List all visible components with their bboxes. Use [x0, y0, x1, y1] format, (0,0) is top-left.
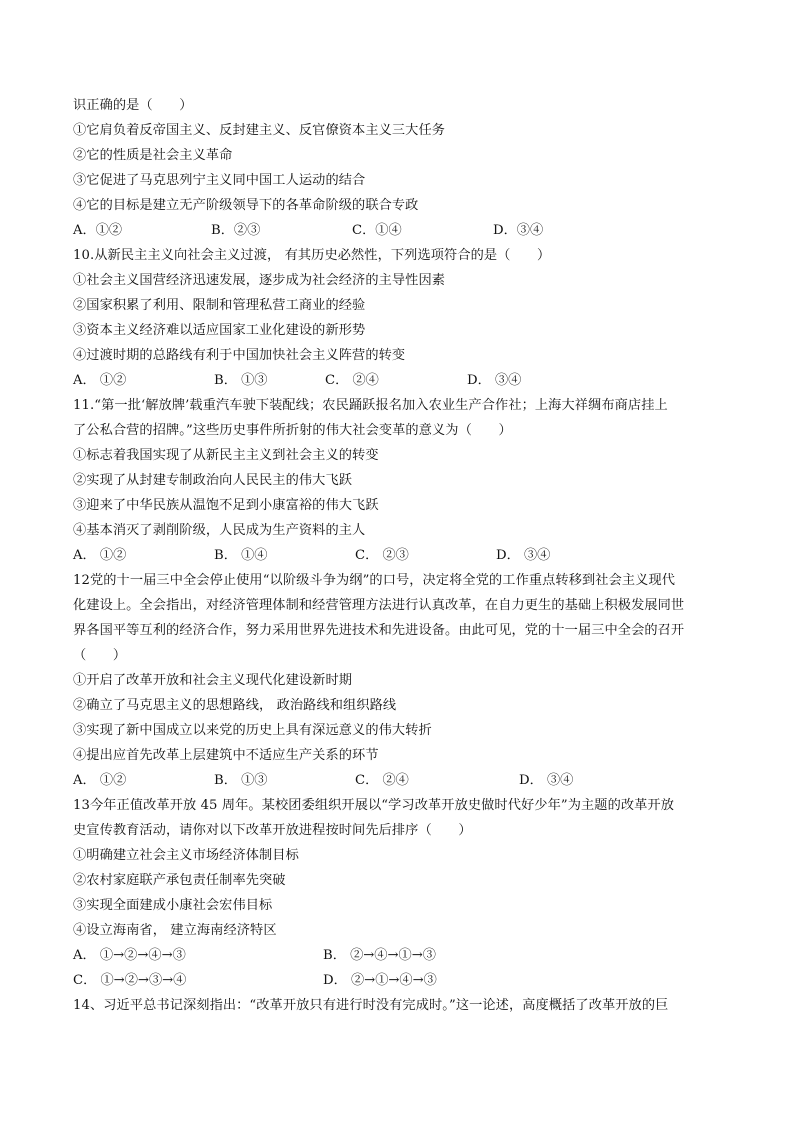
- q9-item-4: ④它的目标是建立无产阶级领导下的各革命阶级的联合专政: [73, 198, 419, 213]
- q9-item-2: ②它的性质是社会主义革命: [73, 148, 233, 163]
- q11-option-b: B． ①④: [214, 548, 268, 563]
- q11-stem-line-2: 了公私合营的招牌。”这些历史事件所折射的伟大社会变革的意义为（ ）: [73, 423, 512, 438]
- q13-option-c: C． ①→②→③→④: [73, 973, 187, 988]
- q11-item-4: ④基本消灭了剥削阶级，人民成为生产资料的主人: [73, 523, 366, 538]
- q10-item-4: ④过渡时期的总路线有利于中国加快社会主义阵营的转变: [73, 348, 406, 363]
- q11-option-a: A． ①②: [73, 548, 127, 563]
- q12-item-2: ②确立了马克思主义的思想路线， 政治路线和组织路线: [73, 698, 397, 713]
- q14-stem: 14、习近平总书记深刻指出：“改革开放只有进行时没有完成时。”这一论述，高度概括了改革开放的巨: [73, 998, 669, 1013]
- q13-item-2: ②农村家庭联产承包责任制率先突破: [73, 873, 286, 888]
- q12-option-b: B． ①③: [214, 773, 268, 788]
- q10-stem: 10.从新民主主义向社会主义过渡， 有其历史必然性，下列选项符合的是（ ）: [73, 248, 551, 263]
- q11-stem-line-1: 11.“第一批‘解放牌’载重汽车驶下装配线；农民踊跃报名加入农业生产合作社；上海大祥绸布商店挂上: [73, 398, 668, 413]
- q11-item-2: ②实现了从封建专制政治向人民民主的伟大飞跃: [73, 473, 353, 488]
- q13-stem-line-2: 史宣传教育活动，请你对以下改革开放进程按时间先后排序（ ）: [73, 823, 472, 838]
- q13-item-4: ④设立海南省， 建立海南经济特区: [73, 923, 277, 938]
- q9-option-b: B．②③: [211, 223, 261, 238]
- q13-option-d: D． ②→①→④→③: [323, 973, 437, 988]
- q10-option-c: C． ②④: [325, 373, 379, 388]
- q11-option-c: C． ②③: [355, 548, 409, 563]
- q12-stem-line-1: 12党的十一届三中全会停止使用“以阶级斗争为纲”的口号，决定将全党的工作重点转移到社会主义现代: [73, 573, 676, 588]
- q10-item-2: ②国家积累了利用、限制和管理私营工商业的经验: [73, 298, 366, 313]
- q9-stem: 识正确的是（ ）: [73, 98, 193, 113]
- q12-stem-line-2: 化建设上。全会指出，对经济管理体制和经营管理方法进行认真改革，在自力更生的基础上积极发展同世: [73, 598, 685, 613]
- q12-item-3: ③实现了新中国成立以来党的历史上具有深远意义的伟大转折: [73, 723, 432, 738]
- q9-item-1: ①它肩负着反帝国主义、反封建主义、反官僚资本主义三大任务: [73, 123, 446, 138]
- q10-option-a: A． ①②: [73, 373, 127, 388]
- q11-item-3: ③迎来了中华民族从温饱不足到小康富裕的伟大飞跃: [73, 498, 379, 513]
- q10-item-1: ①社会主义国营经济迅速发展，逐步成为社会经济的主导性因素: [73, 273, 446, 288]
- q10-option-b: B． ①③: [214, 373, 268, 388]
- q13-item-1: ①明确建立社会主义市场经济体制目标: [73, 848, 299, 863]
- q10-item-3: ③资本主义经济难以适应国家工业化建设的新形势: [73, 323, 366, 338]
- q12-stem-line-3: 界各国平等互利的经济合作，努力采用世界先进技术和先进设备。由此可见，党的十一届三中全会的召开: [73, 623, 685, 638]
- q12-stem-line-4: （ ）: [73, 648, 127, 663]
- q9-option-d: D．③④: [493, 223, 544, 238]
- q13-option-a: A． ①→②→④→③: [73, 948, 186, 963]
- q13-stem-line-1: 13今年正值改革开放 45 周年。某校团委组织开展以“学习改革开放史做时代好少年”为主题的改革开放: [73, 798, 675, 813]
- q9-option-a: A．①②: [73, 223, 123, 238]
- q13-item-3: ③实现全面建成小康社会宏伟目标: [73, 898, 273, 913]
- q12-option-a: A． ①②: [73, 773, 127, 788]
- q13-option-b: B． ②→④→①→③: [323, 948, 436, 963]
- q12-item-1: ①开启了改革开放和社会主义现代化建设新时期: [73, 673, 353, 688]
- q10-option-d: D． ③④: [467, 373, 522, 388]
- q12-item-4: ④提出应首先改革上层建筑中不适应生产关系的环节: [73, 748, 379, 763]
- q9-item-3: ③它促进了马克思列宁主义同中国工人运动的结合: [73, 173, 366, 188]
- q12-option-d: D． ③④: [519, 773, 574, 788]
- q9-option-c: C．①④: [352, 223, 402, 238]
- q11-item-1: ①标志着我国实现了从新民主主义到社会主义的转变: [73, 448, 379, 463]
- q12-option-c: C． ②④: [355, 773, 409, 788]
- q11-option-d: D． ③④: [496, 548, 551, 563]
